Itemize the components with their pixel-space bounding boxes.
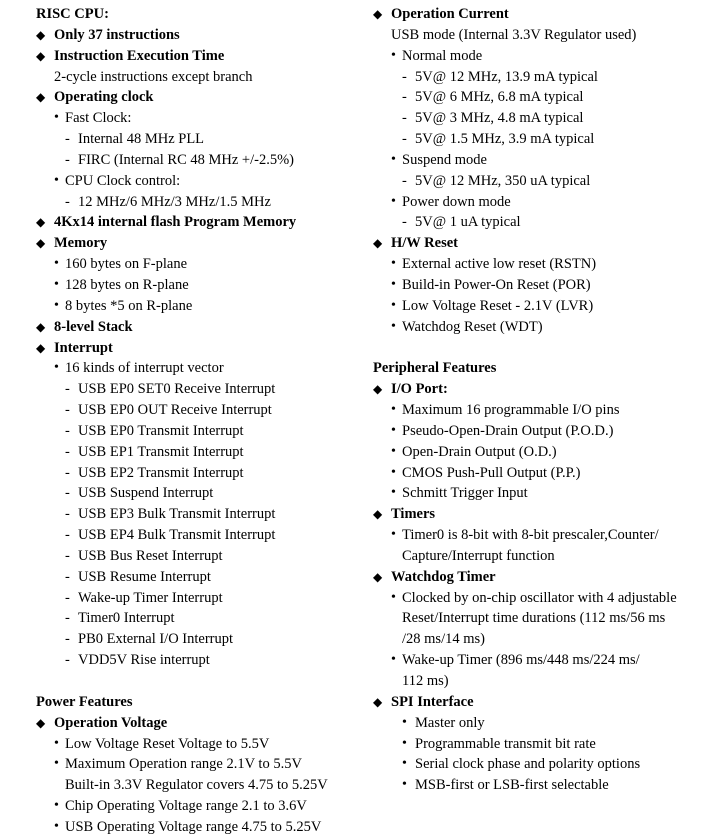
bullet-icon: • — [391, 402, 396, 418]
bullet-icon: • — [391, 422, 396, 438]
list-item: • Serial clock phase and polarity options — [373, 754, 713, 775]
exec-time-desc: 2-cycle instructions except branch — [54, 68, 253, 85]
bullet-icon: • — [391, 47, 396, 63]
bullet-icon: • — [54, 110, 59, 126]
dash-icon: - — [65, 443, 70, 460]
dash-icon: - — [65, 652, 70, 669]
bullet-icon: • — [54, 798, 59, 814]
interrupt-item: - USB EP2 Transmit Interrupt — [36, 463, 366, 484]
interrupt-item: - USB EP4 Bulk Transmit Interrupt — [36, 525, 366, 546]
dash-icon: - — [402, 89, 407, 106]
risc-cpu-heading: RISC CPU: — [36, 6, 109, 22]
dash-icon: - — [65, 506, 70, 523]
feature-timers: ◆ Timers — [373, 504, 713, 525]
interrupt-item: - USB EP0 OUT Receive Interrupt — [36, 400, 366, 421]
list-item-continuation: 112 ms) — [402, 673, 449, 689]
diamond-icon: ◆ — [373, 236, 383, 251]
bullet-icon: • — [391, 443, 396, 459]
list-item: • Low Voltage Reset Voltage to 5.5V — [36, 734, 366, 755]
diamond-icon: ◆ — [36, 340, 46, 355]
dash-icon: - — [65, 381, 70, 398]
list-item: - 5V@ 1 uA typical — [373, 212, 713, 233]
list-item-continuation: Reset/Interrupt time durations (112 ms/56 ms — [402, 610, 666, 627]
dash-icon: - — [65, 485, 70, 502]
diamond-icon: ◆ — [36, 319, 46, 334]
list-item: • External active low reset (RSTN) — [373, 254, 713, 275]
dash-icon: - — [65, 527, 70, 544]
list-item: • 160 bytes on F-plane — [36, 254, 366, 275]
list-item: • MSB-first or LSB-first selectable — [373, 775, 713, 796]
list-item: • Schmitt Trigger Input — [373, 483, 713, 504]
bullet-icon: • — [391, 318, 396, 334]
interrupt-item: - VDD5V Rise interrupt — [36, 650, 366, 671]
feature-operation-voltage: ◆ Operation Voltage — [36, 713, 366, 734]
dash-icon: - — [402, 214, 407, 231]
bullet-icon: • — [391, 276, 396, 292]
bullet-icon: • — [391, 527, 396, 543]
list-item: • USB Operating Voltage range 4.75 to 5.25V — [36, 817, 366, 838]
right-column — [373, 4, 713, 796]
diamond-icon: ◆ — [373, 694, 383, 709]
interrupt-item: - USB EP1 Transmit Interrupt — [36, 442, 366, 463]
bullet-icon: • — [402, 735, 407, 751]
dash-icon: - — [65, 547, 70, 564]
feature-watchdog-timer: ◆ Watchdog Timer — [373, 567, 713, 588]
list-item: • 8 bytes *5 on R-plane — [36, 296, 366, 317]
interrupt-item: - USB Suspend Interrupt — [36, 483, 366, 504]
dash-icon: - — [65, 610, 70, 627]
list-item: - FIRC (Internal RC 48 MHz +/-2.5%) — [36, 150, 366, 171]
interrupt-item: - Wake-up Timer Interrupt — [36, 588, 366, 609]
diamond-icon: ◆ — [373, 382, 383, 397]
feature-memory: ◆ Memory — [36, 233, 366, 254]
list-item: • Normal mode — [373, 46, 713, 67]
list-item: - 5V@ 12 MHz, 350 uA typical — [373, 171, 713, 192]
bullet-icon: • — [54, 297, 59, 313]
spacer — [373, 338, 713, 359]
interrupt-item: - USB Resume Interrupt — [36, 567, 366, 588]
feature-instructions: ◆ Only 37 instructions — [36, 25, 366, 46]
bullet-icon: • — [402, 756, 407, 772]
bullet-icon: • — [402, 777, 407, 793]
bullet-icon: • — [54, 756, 59, 772]
bullet-icon: • — [54, 818, 59, 834]
interrupt-item: - USB EP0 SET0 Receive Interrupt — [36, 379, 366, 400]
list-item: • Low Voltage Reset - 2.1V (LVR) — [373, 296, 713, 317]
diamond-icon: ◆ — [36, 48, 46, 63]
list-item: • Watchdog Reset (WDT) — [373, 317, 713, 338]
feature-operation-current: ◆ Operation Current — [373, 4, 713, 25]
feature-interrupt: ◆ Interrupt — [36, 338, 366, 359]
list-item: • CMOS Push-Pull Output (P.P.) — [373, 463, 713, 484]
dash-icon: - — [402, 110, 407, 127]
dash-icon: - — [65, 422, 70, 439]
power-features-heading: Power Features — [36, 693, 133, 710]
bullet-icon: • — [391, 193, 396, 209]
dash-icon: - — [65, 151, 70, 168]
list-item: • 128 bytes on R-plane — [36, 275, 366, 296]
list-item: • 16 kinds of interrupt vector — [36, 358, 366, 379]
bullet-icon: • — [391, 256, 396, 272]
spacer — [36, 671, 366, 692]
bullet-icon: • — [391, 589, 396, 605]
bullet-icon: • — [402, 714, 407, 730]
feature-io-port: ◆ I/O Port: — [373, 379, 713, 400]
bullet-icon: • — [391, 485, 396, 501]
list-item: - 5V@ 12 MHz, 13.9 mA typical — [373, 67, 713, 88]
bullet-icon: • — [54, 172, 59, 188]
interrupt-item: - USB EP0 Transmit Interrupt — [36, 421, 366, 442]
diamond-icon: ◆ — [373, 569, 383, 584]
bullet-icon: • — [54, 256, 59, 272]
list-item: • CPU Clock control: — [36, 171, 366, 192]
list-item: • Build-in Power-On Reset (POR) — [373, 275, 713, 296]
feature-operating-clock: ◆ Operating clock — [36, 87, 366, 108]
bullet-icon: • — [54, 735, 59, 751]
list-item: - 5V@ 1.5 MHz, 3.9 mA typical — [373, 129, 713, 150]
bullet-icon: • — [391, 151, 396, 167]
interrupt-item: - PB0 External I/O Interrupt — [36, 629, 366, 650]
dash-icon: - — [65, 631, 70, 648]
dash-icon: - — [65, 193, 70, 210]
dash-icon: - — [65, 568, 70, 585]
diamond-icon: ◆ — [373, 7, 383, 21]
list-item: • Timer0 is 8-bit with 8-bit prescaler,Counter/ — [373, 525, 713, 546]
list-item: - 12 MHz/6 MHz/3 MHz/1.5 MHz — [36, 192, 366, 213]
list-item: • Suspend mode — [373, 150, 713, 171]
feature-stack: ◆ 8-level Stack — [36, 317, 366, 338]
list-item: • Programmable transmit bit rate — [373, 734, 713, 755]
list-item: - 5V@ 6 MHz, 6.8 mA typical — [373, 87, 713, 108]
list-item: • Chip Operating Voltage range 2.1 to 3.6V — [36, 796, 366, 817]
bullet-icon: • — [54, 360, 59, 376]
diamond-icon: ◆ — [36, 27, 46, 42]
dash-icon: - — [65, 402, 70, 419]
dash-icon: - — [402, 131, 407, 148]
feature-spi-interface: ◆ SPI Interface — [373, 692, 713, 713]
list-item: • Fast Clock: — [36, 108, 366, 129]
list-item: • Maximum Operation range 2.1V to 5.5V — [36, 754, 366, 775]
bullet-icon: • — [391, 464, 396, 480]
dash-icon: - — [65, 464, 70, 481]
list-item-continuation: Capture/Interrupt function — [402, 547, 555, 564]
diamond-icon: ◆ — [36, 215, 46, 230]
feature-hw-reset: ◆ H/W Reset — [373, 233, 713, 254]
peripheral-features-heading: Peripheral Features — [373, 360, 497, 377]
bullet-icon: • — [391, 297, 396, 313]
list-item-continuation: /28 ms/14 ms) — [402, 631, 485, 648]
list-item: - Internal 48 MHz PLL — [36, 129, 366, 150]
bullet-icon: • — [391, 652, 396, 668]
diamond-icon: ◆ — [36, 90, 46, 105]
list-item: - 5V@ 3 MHz, 4.8 mA typical — [373, 108, 713, 129]
list-item: • Maximum 16 programmable I/O pins — [373, 400, 713, 421]
left-column — [36, 4, 366, 838]
feature-exec-time: ◆ Instruction Execution Time — [36, 46, 366, 67]
list-item: • Clocked by on-chip oscillator with 4 adjustable — [373, 588, 713, 609]
diamond-icon: ◆ — [36, 715, 46, 730]
diamond-icon: ◆ — [36, 236, 46, 251]
feature-flash: ◆ 4Kx14 internal flash Program Memory — [36, 212, 366, 233]
dash-icon: - — [65, 131, 70, 148]
usb-mode-desc: USB mode (Internal 3.3V Regulator used) — [391, 26, 637, 43]
list-item: • Pseudo-Open-Drain Output (P.O.D.) — [373, 421, 713, 442]
bullet-icon: • — [54, 276, 59, 292]
list-item-continuation: Built-in 3.3V Regulator covers 4.75 to 5.25V — [65, 777, 328, 794]
dash-icon: - — [65, 589, 70, 606]
list-item: • Master only — [373, 713, 713, 734]
list-item: • Open-Drain Output (O.D.) — [373, 442, 713, 463]
interrupt-item: - USB EP3 Bulk Transmit Interrupt — [36, 504, 366, 525]
list-item: • Power down mode — [373, 192, 713, 213]
interrupt-item: - Timer0 Interrupt — [36, 608, 366, 629]
diamond-icon: ◆ — [373, 507, 383, 522]
dash-icon: - — [402, 68, 407, 85]
list-item: • Wake-up Timer (896 ms/448 ms/224 ms/ — [373, 650, 713, 671]
interrupt-item: - USB Bus Reset Interrupt — [36, 546, 366, 567]
dash-icon: - — [402, 172, 407, 189]
